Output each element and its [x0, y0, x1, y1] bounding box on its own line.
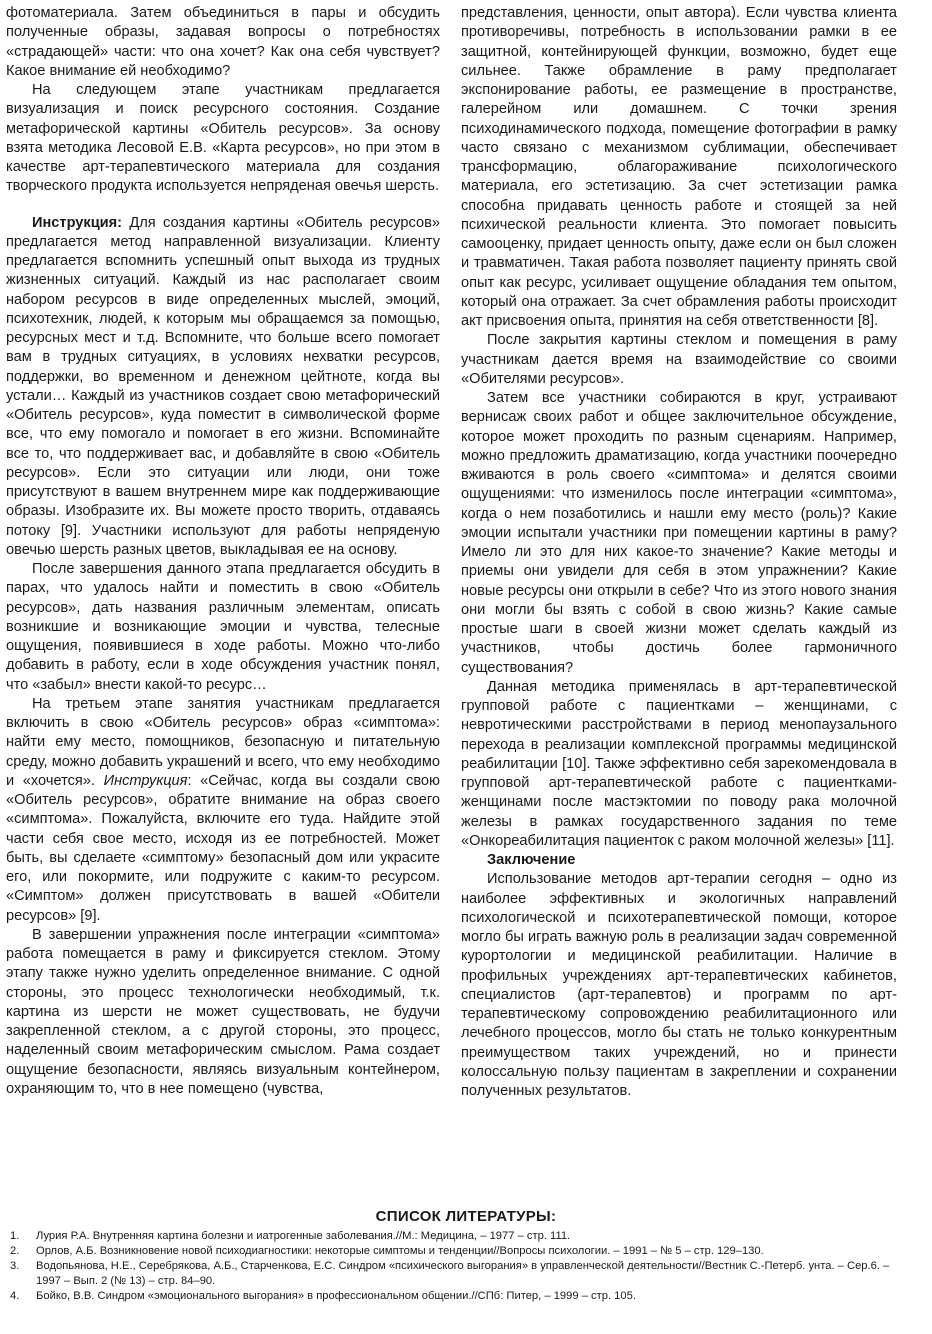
paragraph: В завершении упражнения после интеграции «симптома» работа помещается в раму и фиксируется стеклом. Этому этапу также нужно уделить определенное внимание. С одной стороны, это процесс технологически необходимый, т.к. картина из шерсти не может существовать, не будучи закрепленной стеклом, а с другой стороны, это процесс, наделенный своим метафорическим смыслом. Рама создает ощущение безопасности, являясь визуальным контейнером, охраняющим то, что в нее помещено (чувства,	[6, 926, 440, 1097]
reference-number: 3.	[10, 1260, 20, 1272]
paragraph: Затем все участники собираются в круг, устраивают вернисаж своих работ и общее заключительное обсуждение, которое может проходить по разным сценариям. Например, можно предложить драматизацию, когда участники поочередно вживаются в роль своего «симптома» и делятся своими ощущениями: что изменилось после интеграции «симптома», когда о нем позаботились и нашли ему место (роль)? Какие эмоции испытали участники при помещении картины в раму? Имело ли это для них какое-то значение? Какие методы и приемы они увидели для себя в этом упражнении? Какие новые ресурсы они открыли в себе? Что из этого нового знания они могли бы взять с собой в свою жизнь? Какие самые простые шаги в своей жизни может сделать каждый из участников, чтобы достичь более гармоничного существования?	[461, 390, 897, 676]
paragraph: Данная методика применялась в арт-терапевтической групповой работе с пациентками – женщинами, с невротическими расстройствами в период менопаузального перехода в реализации комплексной программы медицинской реабилитации [10]. Также эффективно себя зарекомендовала в групповой арт-терапевтической работе с пациентками-женщинами после мастэктомии по поводу рака молочной железы в рамках государственного задания по теме «Онкореабилитация пациенток с раком молочной железы» [11].	[461, 678, 897, 849]
instruction-label: Инструкция:	[32, 214, 123, 231]
paragraph	[6, 695, 440, 926]
instruction-paragraph	[6, 214, 440, 561]
instruction-italic-label: Инструкция	[103, 772, 188, 789]
paragraph: После закрытия картины стеклом и помещения в раму участникам дается время на взаимодействие со своими «Обителями ресурсов».	[461, 332, 897, 387]
reference-text: Бойко, В.В. Синдром «эмоционального выгорания» в профессиональном общении.//СПб: Питер, – 1999 – стр. 105.	[36, 1290, 636, 1302]
reference-text: Лурия Р.А. Внутренняя картина болезни и иатрогенные заболевания.//М.: Медицина, – 1977 – стр. 111.	[36, 1230, 571, 1242]
reference-number: 4.	[10, 1290, 20, 1302]
paragraph-continued: представления, ценности, опыт автора). Если чувства клиента противоречивы, потребность в использовании рамки в ее защитной, контейнирующей функции, возможно, будет еще сильнее. Также обрамление в раму предполагает экспонирование работы, ее размещение в пространстве, галерейном или домашнем. С точки зрения психодинамического подхода, помещение фотографии в рамку часто связано с механизмом сублимации, обеспечивает трансформацию, облагораживание психологического материала, его эстетизацию. За счет эстетизации рамка способна придавать ценность работе и стоящей за ней психической реальности клиента. Это помогает повысить самооценку, придает ценность опыту, даже если он был сложен и травматичен. Такая работа позволяет пациенту принять свой опыт как ресурс, усиливает ощущение обладания тем опытом, который она отражает. За счет обрамления работы происходит акт присвоения опыта, принятия на себя ответственности [8].	[461, 5, 897, 329]
right-column	[461, 4, 897, 1101]
paragraph: После завершения данного этапа предлагается обсудить в парах, что удалось найти и поместить в свою «Обитель ресурсов», дать названия различным элементам, описать возникшие и возникающие эмоции и чувства, телесные ощущения, появившиеся в ходе работы. Можно что-либо добавить в работу, если в ходе обсуждения участник понял, что «забыл» внести какой-то ресурс…	[6, 561, 440, 693]
references-title: СПИСОК ЛИТЕРАТУРЫ:	[375, 1208, 557, 1225]
reference-text: Орлов, А.Б. Возникновение новой психодиагностики: некоторые симптомы и тенденции//Вопросы психологии. – 1991 – № 5 – стр. 129–130.	[36, 1245, 764, 1257]
reference-item	[6, 1229, 912, 1244]
reference-text: Водопьянова, Н.Е., Серебрякова, А.Б., Старченкова, Е.С. Синдром «психического выгорания» в управленческой деятельности//Вестник С.-Петерб. унта. – Сер.6. – 1997 – Вып. 2 (№ 13) – стр. 84–90.	[36, 1260, 890, 1287]
paragraph: Использование методов арт-терапии сегодня – одно из наиболее эффективных и экологичных направлений психологической и психотерапевтической помощи, которое могло бы играть важную роль в реализации задач современной курортологии и медицинской реабилитации. Наличие в профильных учреждениях арт-терапевтических кабинетов, специалистов (арт-терапевтов) и программ по арт-терапевтическому сопровождению реабилитационного или лечебного процессов, могло бы стать не только конкурентным преимуществом таких учреждений, но и принести колоссальную пользу пациентам в закреплении и сохранении полученных результатов.	[461, 871, 897, 1099]
instruction-text: Для создания картины «Обитель ресурсов» предлагается метод направленной визуализации. Клиенту предлагается вспомнить успешный опыт выхода из трудных жизненных ситуаций. Каждый из нас располагает своим набором ресурсов в виде определенных мыслей, эмоций, психотехник, людей, к которым мы обращаемся за помощью, ресурсных мест и т.д. Вспомните, что больше всего помогает вам в трудных ситуациях, в условиях нехватки ресурсов, поддержки, во временном и денежном цейтноте, когда вы устали… Каждый из участников создает свою метафорический «Обитель ресурсов», куда поместит в символической форме все, что ему помогало и помогает в его жизни. Вспоминайте все то, что поддерживает вас, и добавляйте в свою «Обитель ресурсов». Если это ситуации или люди, они тоже присутствуют в вашем внутреннем мире как поддерживающие образы. Изобразите их. Вы можете просто творить, отдаваясь потоку [9]. Участники используют для работы непряденую овечью шерсть разных цветов, выкладывая ее на основу.	[6, 214, 440, 558]
reference-item	[6, 1244, 912, 1259]
references-list	[6, 1229, 912, 1304]
section-heading-conclusion: Заключение	[487, 852, 576, 868]
reference-item	[6, 1259, 912, 1289]
paragraph: На следующем этапе участникам предлагается визуализация и поиск ресурсного состояния. Создание метафорической картины «Обитель ресурсов». За основу взята методика Лесовой Е.В. «Карта ресурсов», но при этом в качестве арт-терапевтического материала для создания творческого продукта используется непряденая овечья шерсть.	[6, 82, 440, 195]
reference-number: 1.	[10, 1230, 20, 1242]
reference-item	[6, 1289, 912, 1304]
reference-number: 2.	[10, 1245, 20, 1257]
paragraph-continued: фотоматериала. Затем объединиться в пары и обсудить полученные образы, задавая вопросы о потребностях «страдающей» части: что она хочет? Как она себя чувствует? Какое внимание ей необходимо?	[6, 5, 440, 79]
paragraph-text: На третьем этапе занятия участникам предлагается включить в свою «Обитель ресурсов» образ «симптома»: найти ему место, помощников, безопасную и питательную среду, можно добавить украшений и всего, что ему необходимо и «хочется».	[6, 695, 440, 789]
left-column	[6, 4, 440, 1099]
paragraph-text: : «Сейчас, когда вы создали свою «Обитель ресурсов», обратите внимание на образ своего «симптома». Пожалуйста, включите его туда. Найдите этой части себя свое место, исходя из ее потребностей. Может быть, вы сделаете «симптому» безопасный дом или украсите его, или покормите, или подружите с каким-то ресурсом. «Симптом» должен присутствовать в вашей «Обители ресурсов» [9].	[6, 772, 440, 924]
